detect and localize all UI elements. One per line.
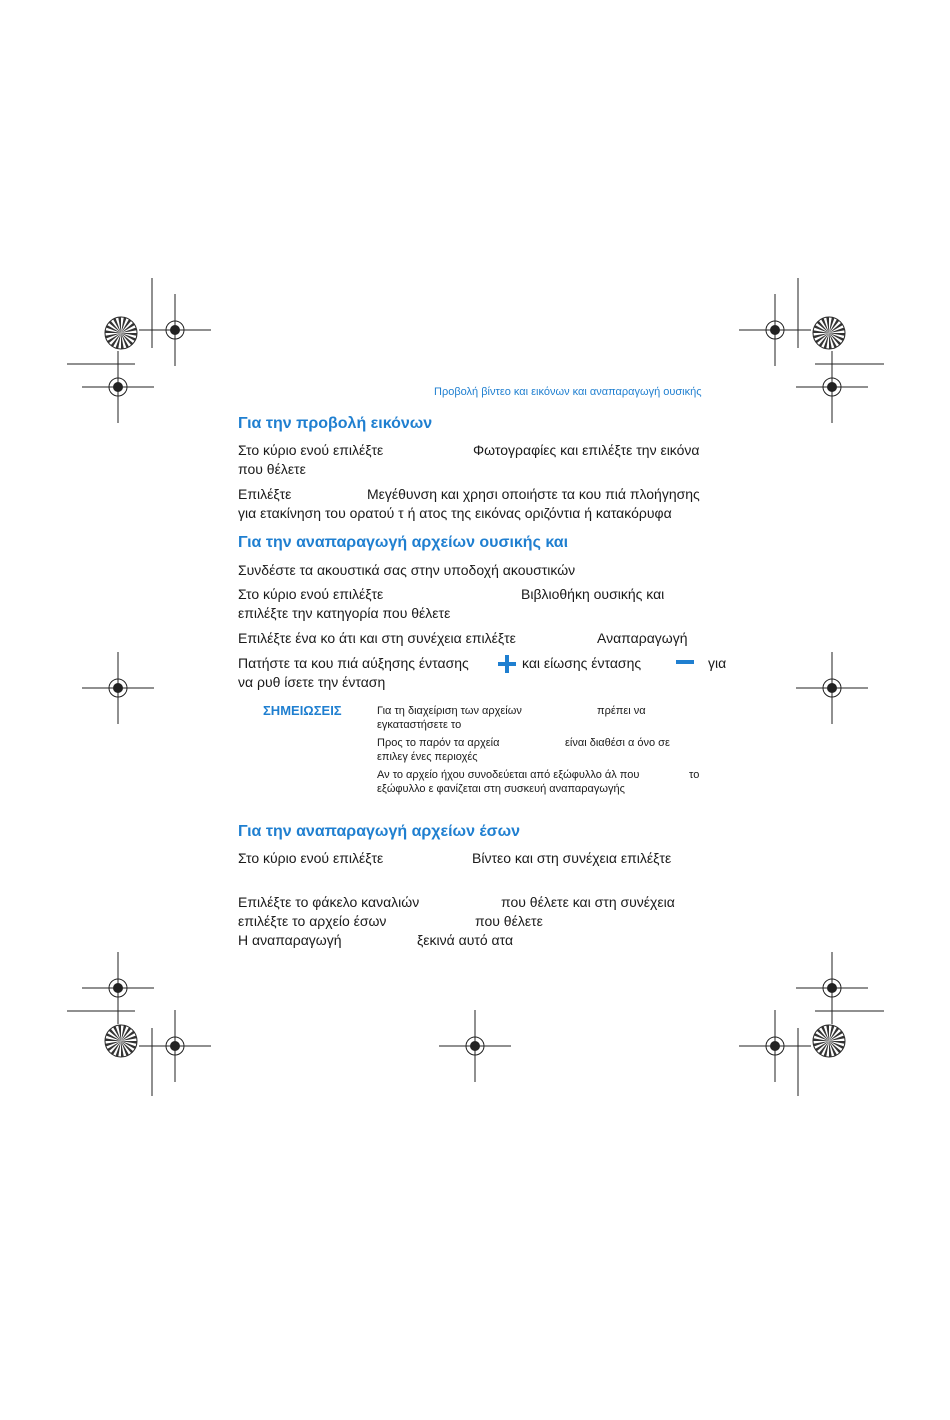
heading-play-music: Για την αναπαραγωγή αρχείων ουσικής και bbox=[238, 534, 569, 551]
note2-line1a: Προς το παρόν τα αρχεία bbox=[377, 737, 500, 749]
music-p2-line1a: Στο κύριο ενού επιλέξτε bbox=[238, 586, 384, 602]
registration-mark-icon bbox=[139, 1010, 211, 1082]
registration-mark-icon bbox=[139, 294, 211, 366]
running-header: Προβολή βίντεο και εικόνων και αναπαραγωγή ουσικής bbox=[434, 386, 702, 398]
music-p4-line1a: Πατήστε τα κου πιά αύξησης έντασης bbox=[238, 655, 469, 671]
color-wheel-icon bbox=[813, 1025, 845, 1057]
music-p4-line1c: για bbox=[708, 655, 727, 671]
video-p2-line2b: που θέλετε bbox=[475, 913, 543, 929]
music-p4-line2: να ρυθ ίσετε την ένταση bbox=[238, 674, 386, 690]
color-wheel-icon bbox=[813, 317, 845, 349]
registration-mark-icon bbox=[739, 1010, 811, 1082]
music-p3a: Επιλέξτε ένα κο άτι και στη συνέχεια επιλέξτε bbox=[238, 630, 516, 646]
video-p2-line3b: ξεκινά αυτό ατα bbox=[417, 932, 514, 948]
music-p4-line1b: και είωσης έντασης bbox=[522, 655, 642, 671]
registration-mark-icon bbox=[739, 294, 811, 366]
note3-line2: εξώφυλλο ε φανίζεται στη συσκευή αναπαραγωγής bbox=[377, 783, 625, 795]
plus-icon bbox=[498, 655, 516, 673]
registration-mark-icon bbox=[796, 351, 868, 423]
notes-label: ΣΗΜΕΙΩΣΕΙΣ bbox=[263, 703, 342, 718]
note1-line1a: Για τη διαχείριση των αρχείων bbox=[377, 705, 522, 717]
video-p1a: Στο κύριο ενού επιλέξτε bbox=[238, 850, 384, 866]
music-p3b: Αναπαραγωγή bbox=[597, 630, 688, 646]
images-p2-line2: για ετακίνηση του ορατού τ ή ατος της εικόνας οριζόντια ή κατακόρυφα bbox=[238, 505, 672, 521]
registration-mark-icon bbox=[796, 952, 868, 1024]
color-wheel-icon bbox=[105, 1025, 137, 1057]
images-p1-line1a: Στο κύριο ενού επιλέξτε bbox=[238, 442, 384, 458]
note1-line2: εγκαταστήσετε το bbox=[377, 719, 462, 731]
registration-mark-icon bbox=[82, 351, 154, 423]
note2-line1b: είναι διαθέσι α όνο σε bbox=[565, 737, 670, 749]
note3-line1b: το bbox=[689, 769, 700, 781]
registration-mark-icon bbox=[796, 652, 868, 724]
video-p2-line1b: που θέλετε και στη συνέχεια bbox=[501, 894, 675, 910]
images-p2-line1b: Μεγέθυνση και χρησι οποιήστε τα κου πιά πλοήγησης bbox=[367, 486, 700, 502]
note3-line1a: Αν το αρχείο ήχου συνοδεύεται από εξώφυλλο άλ που bbox=[377, 769, 640, 781]
color-wheel-icon bbox=[105, 317, 137, 349]
video-p2-line1a: Επιλέξτε το φάκελο καναλιών bbox=[238, 894, 420, 910]
note1-line1b: πρέπει να bbox=[597, 705, 646, 717]
video-p2-line3a: Η αναπαραγωγή bbox=[238, 932, 342, 948]
music-p2-line1b: Βιβλιοθήκη ουσικής και bbox=[521, 586, 665, 602]
music-p2-line2: επιλέξτε την κατηγορία που θέλετε bbox=[238, 605, 451, 621]
note2-line2: επιλεγ ένες περιοχές bbox=[377, 751, 478, 763]
registration-mark-icon bbox=[82, 952, 154, 1024]
heading-view-images: Για την προβολή εικόνων bbox=[238, 415, 433, 432]
music-p1: Συνδέστε τα ακουστικά σας στην υποδοχή ακουστικών bbox=[238, 562, 576, 578]
images-p2-line1a: Επιλέξτε bbox=[238, 486, 292, 502]
video-p1b: Βίντεο και στη συνέχεια επιλέξτε bbox=[472, 850, 672, 866]
registration-mark-icon bbox=[82, 652, 154, 724]
heading-play-video: Για την αναπαραγωγή αρχείων έσων bbox=[238, 823, 520, 840]
registration-mark-icon bbox=[439, 1010, 511, 1082]
images-p1-line2: που θέλετε bbox=[238, 461, 306, 477]
minus-icon bbox=[676, 660, 694, 664]
video-p2-line2a: επιλέξτε το αρχείο έσων bbox=[238, 913, 387, 929]
images-p1-line1b: Φωτογραφίες και επιλέξτε την εικόνα bbox=[473, 442, 700, 458]
